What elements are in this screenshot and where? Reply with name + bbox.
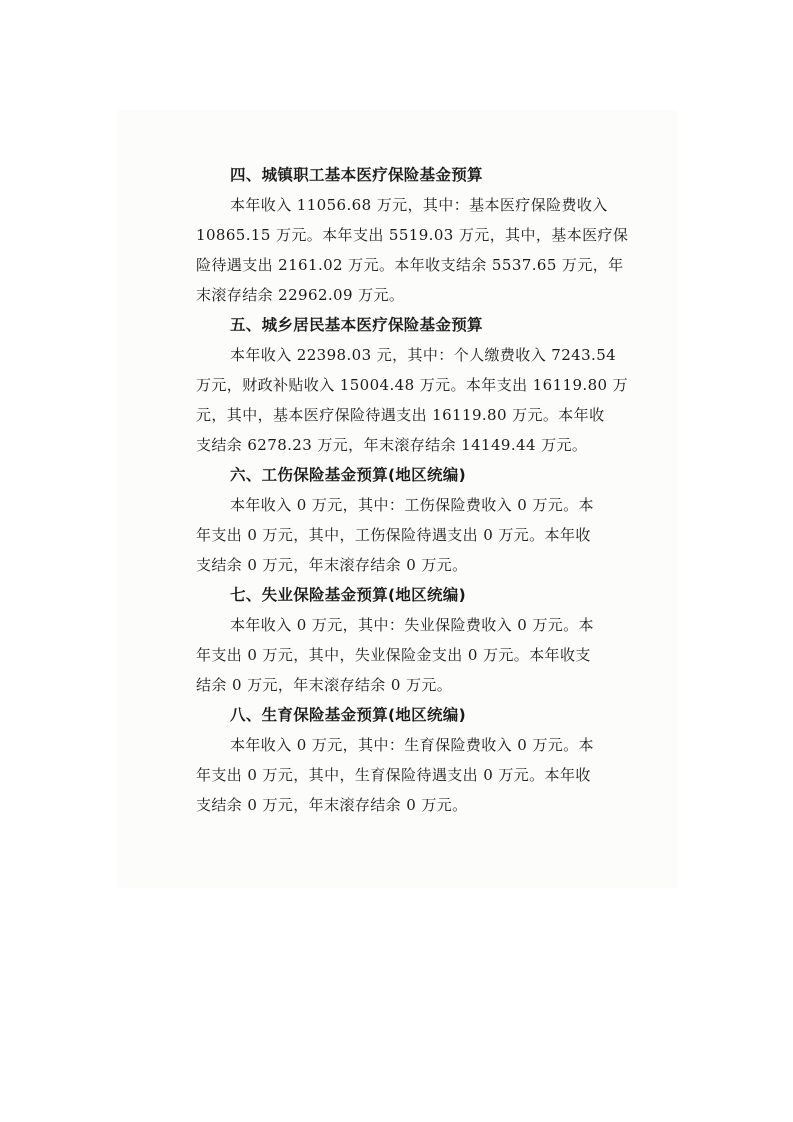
section-paragraph	[196, 340, 629, 460]
paragraph-line: 本年收入 0 万元，其中：工伤保险费收入 0 万元。本	[230, 496, 594, 514]
section-paragraph	[196, 490, 604, 580]
paragraph-line: 支结余 0 万元，年末滚存结余 0 万元。	[196, 796, 468, 814]
document-body	[196, 160, 629, 820]
section-heading: 六、工伤保险基金预算(地区统编)	[230, 466, 466, 484]
paragraph-line: 本年收入 22398.03 元，其中：个人缴费收入 7243.54	[230, 346, 617, 364]
section-work-injury	[196, 460, 604, 580]
paragraph-line: 本年收入 0 万元，其中：生育保险费收入 0 万元。本	[230, 736, 594, 754]
paragraph-line: 支结余 0 万元，年末滚存结余 0 万元。	[196, 556, 468, 574]
section-unemployment	[196, 580, 604, 700]
paragraph-line: 年支出 0 万元，其中，工伤保险待遇支出 0 万元。本年收	[196, 526, 591, 544]
paragraph-line: 万元，财政补贴收入 15004.48 万元。本年支出 16119.80 万	[196, 376, 629, 394]
paragraph-line: 年支出 0 万元，其中，失业保险金支出 0 万元。本年收支	[196, 646, 591, 664]
section-urban-employee-medical	[196, 160, 629, 310]
section-heading: 八、生育保险基金预算(地区统编)	[230, 706, 466, 724]
paragraph-line: 年支出 0 万元，其中，生育保险待遇支出 0 万元。本年收	[196, 766, 591, 784]
paragraph-line: 元，其中，基本医疗保险待遇支出 16119.80 万元。本年收	[196, 406, 605, 424]
section-maternity	[196, 700, 604, 820]
paragraph-line: 本年收入 11056.68 万元，其中：基本医疗保险费收入	[230, 196, 608, 214]
section-urban-rural-resident-medical	[196, 310, 629, 460]
section-paragraph	[196, 730, 604, 820]
paragraph-line: 末滚存结余 22962.09 万元。	[196, 286, 405, 304]
section-paragraph	[196, 190, 629, 310]
section-paragraph	[196, 610, 604, 700]
paragraph-line: 险待遇支出 2161.02 万元。本年收支结余 5537.65 万元，年	[196, 256, 624, 274]
paragraph-line: 结余 0 万元，年末滚存结余 0 万元。	[196, 676, 453, 694]
section-heading: 五、城乡居民基本医疗保险基金预算	[230, 316, 483, 334]
paragraph-line: 10865.15 万元。本年支出 5519.03 万元，其中，基本医疗保	[196, 226, 629, 244]
section-heading: 七、失业保险基金预算(地区统编)	[230, 586, 466, 604]
paragraph-line: 支结余 6278.23 万元，年末滚存结余 14149.44 万元。	[196, 436, 588, 454]
section-heading: 四、城镇职工基本医疗保险基金预算	[230, 166, 483, 184]
paragraph-line: 本年收入 0 万元，其中：失业保险费收入 0 万元。本	[230, 616, 594, 634]
